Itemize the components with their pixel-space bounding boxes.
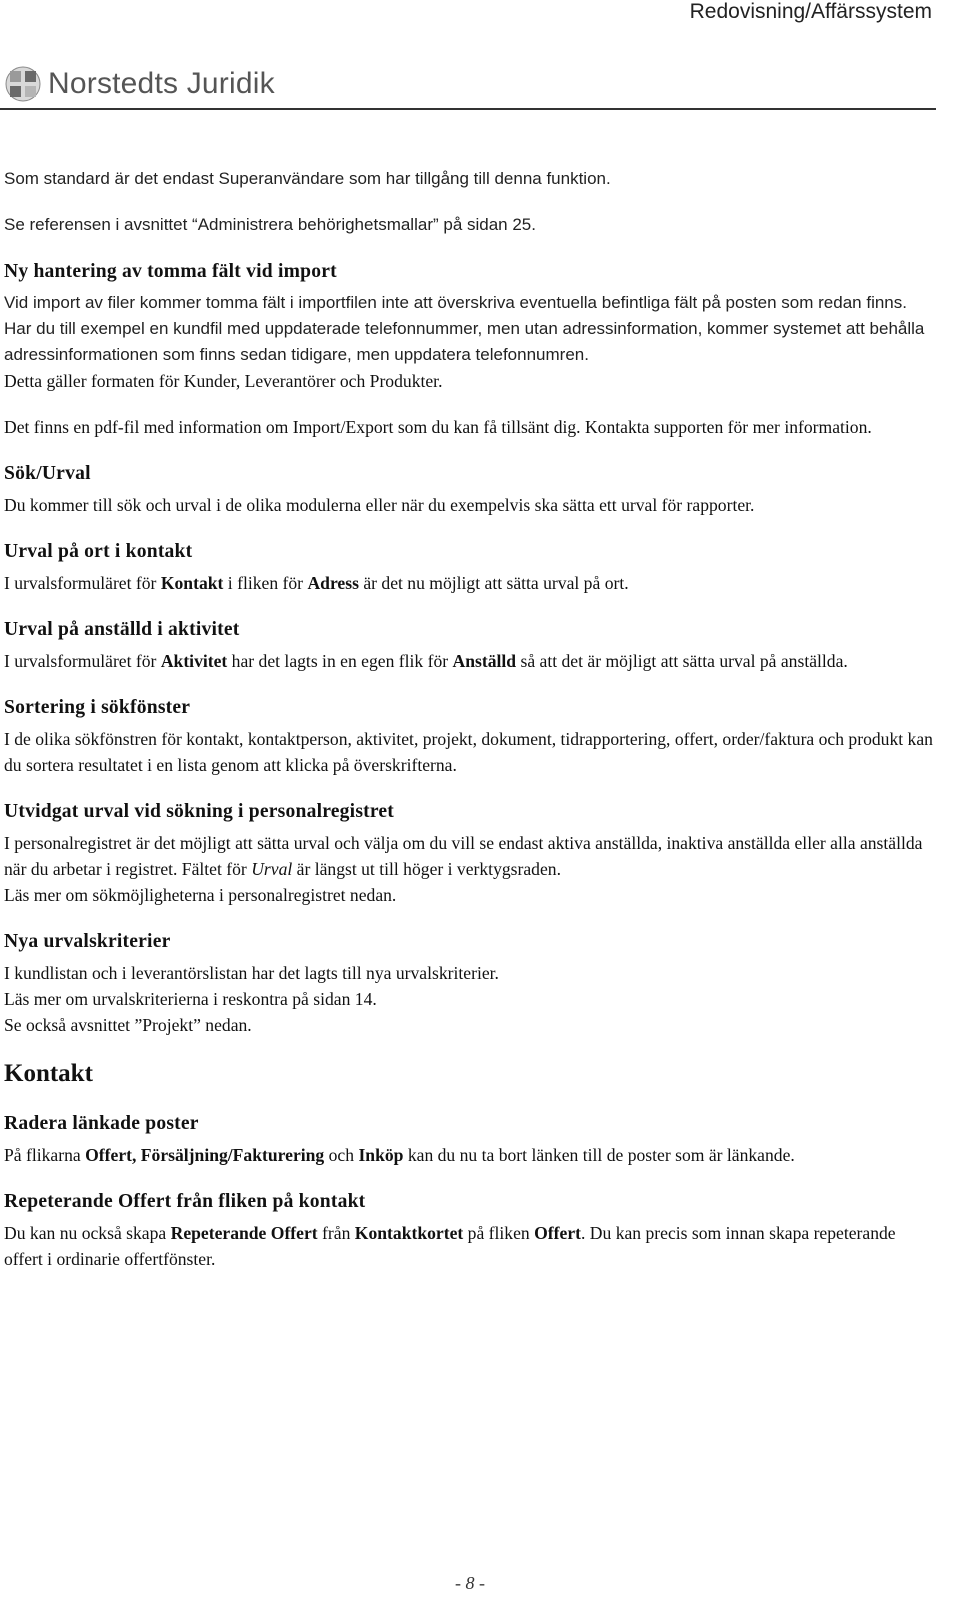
heading-import: Ny hantering av tomma fält vid import — [4, 261, 337, 282]
radera-lankade-text: På flikarna Offert, Försäljning/Fakturering och Inköp kan du nu ta bort länken till de poster som är länkande. — [4, 1145, 795, 1165]
paragraph-superuser: Som standard är det endast Superanvändare som har tillgång till denna funktion. — [4, 169, 611, 188]
heading-nya-urvalskriterier: Nya urvalskriterier — [4, 931, 171, 952]
repeterande-offert-text: Du kan nu också skapa Repeterande Offert från Kontaktkortet på fliken Offert. Du kan precis som innan skapa repeterande offert i ordinarie offertfönster. — [4, 1223, 896, 1269]
paragraph-reference: Se referensen i avsnittet “Administrera behörighetsmallar” på sidan 25. — [4, 215, 536, 234]
heading-urval-anstalld: Urval på anställd i aktivitet — [4, 619, 240, 640]
heading-kontakt: Kontakt — [4, 1060, 93, 1087]
import-text-4: Det finns en pdf-fil med information om Import/Export som du kan få tillsänt dig. Kontakta supporten för mer information. — [4, 417, 872, 437]
nya-urval-text-1: I kundlistan och i leverantörslistan har det lagts till nya urvalskriterier. — [4, 963, 499, 983]
document-body — [4, 166, 934, 1272]
utvidgat-urval-text-2: Läs mer om sökmöjligheterna i personalregistret nedan. — [4, 885, 397, 905]
nya-urval-text-2: Läs mer om urvalskriterierna i reskontra på sidan 14. — [4, 989, 377, 1009]
urval-anstalld-text: I urvalsformuläret för Aktivitet har det lagts in en egen flik för Anställd så att det är möjligt att sätta urval på anställda. — [4, 651, 848, 671]
utvidgat-urval-text: I personalregistret är det möjligt att sätta urval och välja om du vill se endast aktiva anställda, inaktiva anställda eller alla anställda när du arbetar i registret. Fältet för Urval är längst ut till höger i verktygsraden. — [4, 833, 923, 879]
import-text-1: Vid import av filer kommer tomma fält i importfilen inte att överskriva eventuella befintliga fält på posten som redan finns. — [4, 293, 907, 312]
publisher-logo — [4, 64, 275, 104]
heading-urval-ort: Urval på ort i kontakt — [4, 541, 193, 562]
import-text-3: Detta gäller formaten för Kunder, Leverantörer och Produkter. — [4, 371, 443, 391]
logo-text: Norstedts Juridik — [48, 67, 275, 100]
page-number: - 8 - — [455, 1573, 485, 1593]
heading-repeterande-offert: Repeterande Offert från fliken på kontakt — [4, 1191, 366, 1212]
urval-ort-text: I urvalsformuläret för Kontakt i fliken för Adress är det nu möjligt att sätta urval på ort. — [4, 573, 629, 593]
heading-utvidgat-urval: Utvidgat urval vid sökning i personalregistret — [4, 801, 395, 822]
sortering-text: I de olika sökfönstren för kontakt, kontaktperson, aktivitet, projekt, dokument, tidrapportering, offert, order/faktura och produkt kan du sortera resultatet i en lista genom att klicka på överskrifterna. — [4, 729, 933, 775]
heading-sok-urval: Sök/Urval — [4, 463, 91, 484]
import-text-2: Har du till exempel en kundfil med uppdaterade telefonnummer, men utan adressinformation, kommer systemet att behålla adressinformationen som finns sedan tidigare, men uppdatera telefonnumren. — [4, 319, 925, 364]
nya-urval-text-3: Se också avsnittet ”Projekt” nedan. — [4, 1015, 252, 1035]
running-header: Redovisning/Affärssystem — [689, 0, 932, 23]
sok-urval-text: Du kommer till sök och urval i de olika modulerna eller när du exempelvis ska sätta ett urval för rapporter. — [4, 495, 755, 515]
heading-sortering: Sortering i sökfönster — [4, 697, 191, 718]
norstedts-logo-mark-icon — [4, 65, 42, 103]
header-divider — [0, 108, 936, 110]
heading-radera-lankade: Radera länkade poster — [4, 1113, 199, 1134]
